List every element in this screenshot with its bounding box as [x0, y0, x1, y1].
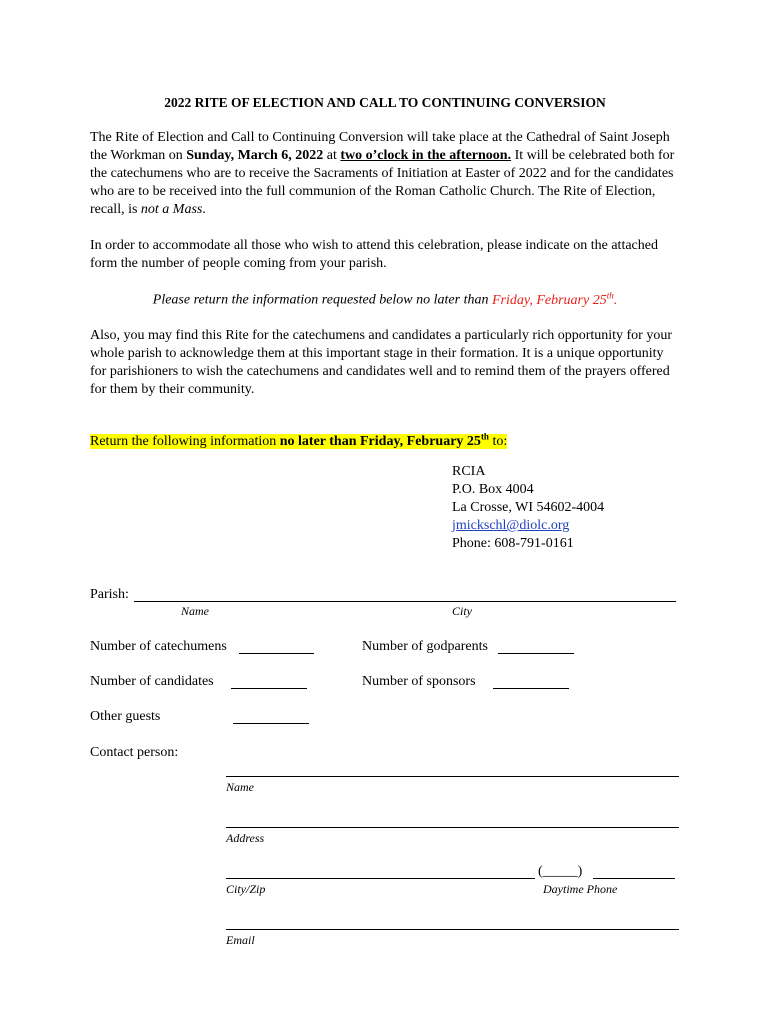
return-notice [0, 290, 770, 309]
attendance-paragraph: In order to accommodate all those who wish to attend this celebration, please indicate on the attached form the number of people coming from your parish. [90, 238, 658, 271]
not-a-mass-text: not a Mass [140, 202, 203, 217]
address-email-link[interactable]: jmickschl@diolc.org [452, 518, 570, 533]
daytime-phone-caption: Daytime Phone [543, 882, 618, 896]
intro-text-1: The Rite of Election and Call to Continuing Conversion will take place at the Cathedral of Saint Joseph the Workman on [90, 130, 670, 163]
parish-name-caption: Name [181, 604, 209, 618]
event-date: Sunday, March 6, 2022 [186, 148, 324, 163]
intro-text-2: at [323, 148, 341, 163]
address-org: RCIA [452, 464, 486, 479]
return-notice-date: Friday, February 25th. [491, 290, 618, 308]
intro-paragraph [90, 129, 680, 219]
contact-address-caption: Address [226, 831, 265, 845]
other-guests-label: Other guests [90, 709, 161, 724]
phone-area-code: (_____) [538, 864, 583, 879]
address-box: P.O. Box 4004 [452, 482, 534, 497]
contact-email-field[interactable] [226, 929, 679, 930]
contact-name-caption: Name [226, 780, 254, 794]
intro-text-3: It will be celebrated both for the catechumens who are to receive the Sacraments of Initiation at Easter of 2022 and for the candidates who are to be received into the full communion of the Roman Catholic Church. The Rite of Election, recall, is [90, 148, 675, 217]
page-title: 2022 RITE OF ELECTION AND CALL TO CONTINUING CONVERSION [164, 95, 606, 110]
parish-city-caption: City [452, 604, 472, 618]
sponsors-label: Number of sponsors [362, 674, 476, 689]
return-notice-text: Please return the information requested below no later than [152, 292, 492, 308]
candidates-label: Number of candidates [90, 674, 214, 689]
address-city: La Crosse, WI 54602-4004 [452, 500, 605, 515]
return-instruction-text: Return the following information [90, 433, 280, 449]
catechumens-label: Number of catechumens [90, 639, 227, 654]
contact-email-caption: Email [226, 933, 255, 947]
parish-label: Parish: [90, 587, 129, 602]
sponsors-field[interactable] [493, 688, 569, 689]
intro-text-4: . [202, 202, 206, 217]
contact-person-label: Contact person: [90, 745, 179, 760]
contact-cityzip-field[interactable] [226, 878, 535, 879]
parish-field[interactable] [134, 601, 676, 602]
address-phone: Phone: 608-791-0161 [452, 536, 574, 551]
return-deadline: no later than Friday, February 25 [279, 433, 481, 449]
contact-name-field[interactable] [226, 776, 679, 777]
godparents-label: Number of godparents [362, 639, 488, 654]
event-time: two o’clock in the afternoon. [340, 148, 512, 163]
contact-address-field[interactable] [226, 827, 679, 828]
opportunity-paragraph: Also, you may find this Rite for the catechumens and candidates a particularly rich opportunity for your whole parish to acknowledge them at this important stage in their formation. It is a unique opportunity for parishioners to wish the catechumens and candidates well and to remind them of the prayers offered for them by their community. [90, 328, 673, 397]
catechumens-field[interactable] [239, 653, 314, 654]
other-guests-field[interactable] [233, 723, 309, 724]
return-instruction: Return the following information no later than Friday, February 25th to: [90, 431, 508, 449]
godparents-field[interactable] [498, 653, 574, 654]
candidates-field[interactable] [231, 688, 307, 689]
contact-cityzip-caption: City/Zip [226, 882, 266, 896]
mailing-address [452, 463, 604, 553]
daytime-phone-field[interactable] [593, 878, 675, 879]
